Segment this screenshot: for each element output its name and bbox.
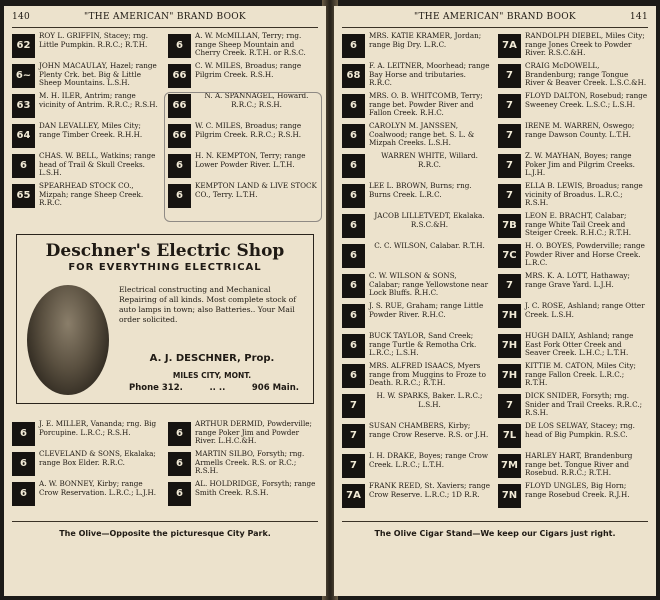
brand-entry (342, 392, 490, 422)
brand-mark: 7 (342, 424, 365, 448)
brand-mark: 6 (342, 94, 365, 118)
brand-entry (498, 482, 648, 512)
entry-text: MRS. KATIE KRAMER, Jordan; range Big Dry. L.R.C. (369, 32, 482, 49)
entry-text: A. W. McMILLAN, Terry; rng. range Sheep Mountain and Cherry Creek. R.T.H. or R.S.C. (195, 32, 306, 58)
brand-entry (342, 302, 490, 332)
brand-entry (342, 122, 490, 152)
brand-entry (498, 182, 648, 212)
brand-mark: 6~ (12, 64, 35, 88)
brand-entry (498, 332, 648, 362)
entry-text: JACOB LILLETVEDT, Ekalaka. R.S.C.&H. (374, 212, 485, 229)
brand-entry (342, 452, 490, 482)
ad-title: Deschner's Electric Shop (45, 241, 285, 261)
entry-text: JOHN MACAULAY, Hazel; range Plenty Crk. bet. Big & Little Sheep Mountains. L.S.H. (39, 62, 157, 88)
brand-mark: 7H (498, 334, 521, 358)
brand-entry (498, 422, 648, 452)
entry-text: J. C. ROSE, Ashland; range Otter Creek. L.S.H. (525, 302, 645, 319)
brand-mark: 6 (342, 244, 365, 268)
brand-entry (342, 272, 490, 302)
entry-text: LEE L. BROWN, Burns; rng. Burns Creek. L.R.C. (369, 182, 472, 199)
right-col2 (498, 32, 648, 512)
entry-text: MARTIN SILBO, Forsyth; rng. Armells Creek. R.S. or R.C.; R.S.H. (195, 450, 305, 476)
left-page-number: 140 (12, 12, 31, 22)
entry-text: SPEARHEAD STOCK CO., Mizpah; range Sheep Creek. R.R.C. (39, 182, 144, 208)
ad-proprietor: A. J. DESCHNER, Prop. (149, 353, 275, 364)
brand-entry (12, 62, 160, 92)
entry-text: I. H. DRAKE, Boyes; range Crow Creek. L.R.C.; L.T.H. (369, 452, 489, 469)
brand-mark: 7 (498, 64, 521, 88)
brand-entry (342, 62, 490, 92)
brand-entry (498, 152, 648, 182)
entry-text: BUCK TAYLOR, Sand Creek; range Turtle & Remotha Crk. L.R.C.; L.S.H. (369, 332, 477, 358)
entry-text: CLEVELAND & SONS, Ekalaka; range Box Elder. R.R.C. (39, 450, 156, 467)
brand-mark: 6 (342, 34, 365, 58)
brand-mark: 7 (498, 124, 521, 148)
entry-text: DAN LEVALLEY, Miles City; range Timber Creek. R.H.H. (39, 122, 143, 139)
entry-text: DICK SNIDER, Forsyth; rng. Snider and Trail Creeks. R.R.C.; R.S.H. (525, 392, 643, 418)
brand-entry (498, 302, 648, 332)
brand-entry (498, 32, 648, 62)
deschner-advertisement (16, 234, 314, 404)
brand-mark: 6 (12, 154, 35, 178)
brand-mark: 64 (12, 124, 35, 148)
brand-mark: 6 (168, 34, 191, 58)
brand-entry (12, 122, 160, 152)
brand-mark: 7M (498, 454, 521, 478)
right-head-rule (342, 27, 648, 28)
brand-mark: 6 (12, 452, 35, 476)
brand-mark: 6 (168, 422, 191, 446)
brand-mark: 68 (342, 64, 365, 88)
brand-mark: 7 (498, 154, 521, 178)
brand-mark: 6 (342, 364, 365, 388)
entry-text: KEMPTON LAND & LIVE STOCK CO., Terry. L.T.H. (195, 182, 317, 199)
brand-mark: 6 (12, 482, 35, 506)
brand-mark: 6 (342, 304, 365, 328)
entry-text: DE LOS SELWAY, Stacey; rng. head of Big Pumpkin. R.S.C. (525, 422, 635, 439)
brand-mark: 7H (498, 364, 521, 388)
brand-entry (498, 242, 648, 272)
brand-entry (342, 482, 490, 512)
brand-entry (168, 480, 318, 510)
brand-mark: 6 (342, 124, 365, 148)
entry-text: ARTHUR DERMID, Powderville; range Poker Jim and Powder River. L.H.C.&H. (195, 420, 312, 446)
brand-mark: 6 (342, 274, 365, 298)
left-page (4, 6, 326, 596)
entry-text: FRANK REED, St. Xaviers; range Crow Reserve. L.R.C.; 1D R.R. (369, 482, 490, 499)
entry-text: Z. W. MAYHAN, Boyes; range Poker Jim and Pilgrim Creeks. L.J.H. (525, 152, 635, 178)
brand-mark: 7C (498, 244, 521, 268)
right-page (334, 6, 656, 596)
ad-subtitle: FOR EVERYTHING ELECTRICAL (68, 262, 262, 273)
brand-entry (498, 272, 648, 302)
brand-mark: 6 (168, 154, 191, 178)
entry-text: CHAS. W. BELL, Watkins; range head of Trail & Skull Creeks. L.S.H. (39, 152, 156, 178)
brand-mark: 6 (168, 482, 191, 506)
entry-text: C. W. WILSON & SONS, Calabar; range Yellowstone near Lock Bluffs. R.H.C. (369, 272, 489, 298)
brand-entry (498, 452, 648, 482)
brand-mark: 7H (498, 304, 521, 328)
brand-mark: 7L (498, 424, 521, 448)
brand-mark: 6 (12, 422, 35, 446)
entry-text: WARREN WHITE, Willard. R.R.C. (381, 152, 478, 169)
brand-entry (12, 450, 160, 480)
entry-text: MRS. K. A. LOTT, Hathaway; range Grave Yard. L.J.H. (525, 272, 630, 289)
entry-text: W. C. MILES, Broadus; range Pilgrim Creek. R.R.C.; R.S.H. (195, 122, 302, 139)
entry-text: FLOYD DALTON, Rosebud; range Sweeney Creek. L.S.C.; L.S.H. (525, 92, 648, 109)
brand-entry (12, 420, 160, 450)
brand-mark: 7 (498, 94, 521, 118)
brand-mark: 6 (342, 334, 365, 358)
brand-mark: 6 (342, 214, 365, 238)
left-foot-rule (12, 521, 318, 522)
brand-entry (168, 420, 318, 450)
left-head-rule (12, 27, 318, 28)
brand-mark: 66 (168, 124, 191, 148)
entry-text: SUSAN CHAMBERS, Kirby; range Crow Reserve. R.S. or J.H. (369, 422, 489, 439)
entry-text: AL. HOLDRIDGE, Forsyth; range Smith Creek. R.S.H. (195, 480, 316, 497)
brand-entry (498, 362, 648, 392)
brand-entry (498, 212, 648, 242)
brand-entry (12, 480, 160, 510)
entry-text: ROY L. GRIFFIN, Stacey; rng. Little Pumpkin. R.R.C.; R.T.H. (39, 32, 148, 49)
brand-mark: 66 (168, 64, 191, 88)
right-page-number: 141 (629, 12, 648, 22)
brand-mark: 7 (498, 394, 521, 418)
ad-phone: Phone 312. (129, 383, 183, 393)
entry-text: F. A. LEITNER, Moorhead; range Bay Horse and tributaries. R.R.C. (369, 62, 490, 88)
entry-text: H. O. BOYES, Powderville; range Powder River and Horse Creek. L.R.C. (525, 242, 645, 268)
brand-mark: 7N (498, 484, 521, 508)
entry-text: N. A. SPANNAGEL, Howard. R.R.C.; R.S.H. (204, 92, 309, 109)
brand-entry (342, 182, 490, 212)
right-footer: The Olive Cigar Stand—We keep our Cigars just right. (374, 529, 616, 538)
brand-entry (12, 182, 160, 212)
brand-entry (12, 152, 160, 182)
entry-text: H. W. SPARKS, Baker. L.R.C.; L.S.H. (376, 392, 483, 409)
entry-text: C. W. MILES, Broadus; range Pilgrim Creek. R.S.H. (195, 62, 302, 79)
brand-entry (498, 392, 648, 422)
entry-text: FLOYD UNGLES, Big Horn; range Rosebud Creek. R.J.H. (525, 482, 630, 499)
brand-mark: 7 (342, 454, 365, 478)
brand-mark: 6 (342, 154, 365, 178)
ad-dots: .. .. (209, 383, 226, 393)
entry-text: KITTIE M. CATON, Miles City; range Fallon Creek. L.R.C.; R.T.H. (525, 362, 636, 388)
right-running-title: "THE AMERICAN" BRAND BOOK (414, 12, 576, 22)
proprietor-portrait (27, 285, 109, 395)
entry-text: LEON E. BRACHT, Calabar; range White Tail Creek and Steiger Creek. R.H.C.; R.T.H. (525, 212, 632, 238)
brand-entry (168, 62, 318, 92)
brand-entry (12, 32, 160, 62)
left-running-head (12, 12, 318, 26)
left-col4 (168, 420, 318, 510)
brand-mark: 7B (498, 214, 521, 238)
entry-text: H. N. KEMPTON, Terry; range Lower Powder River. L.T.H. (195, 152, 306, 169)
brand-entry (342, 152, 490, 182)
brand-entry (342, 92, 490, 122)
entry-text: MRS. ALFRED ISAACS, Myers range from Muggins to Froze to Death. R.R.C.; R.T.H. (369, 362, 486, 388)
entry-text: J. S. RUE, Graham; range Little Powder River. R.H.C. (369, 302, 484, 319)
brand-entry (498, 92, 648, 122)
brand-entry (342, 212, 490, 242)
brand-entry (168, 32, 318, 62)
brand-mark: 7 (342, 394, 365, 418)
brand-mark: 7 (498, 184, 521, 208)
left-running-title: "THE AMERICAN" BRAND BOOK (84, 12, 246, 22)
entry-text: MRS. O. B. WHITCOMB, Terry; range bet. Powder River and Fallon Creek. R.H.C. (369, 92, 483, 118)
brand-entry (12, 92, 160, 122)
entry-text: HARLEY HART, Brandenburg range bet. Tongue River and Rosebud. R.R.C.; R.T.H. (525, 452, 633, 478)
brand-entry (168, 450, 318, 480)
entry-text: CAROLYN M. JANSSEN, Coalwood; range bet. S. L. & Mizpah Creeks. L.S.H. (369, 122, 475, 148)
ad-contact (129, 383, 299, 393)
brand-mark: 62 (12, 34, 35, 58)
left-col1 (12, 32, 160, 212)
entry-text: A. W. BONNEY, Kirby; range Crow Reservation. L.R.C.; L.J.H. (39, 480, 157, 497)
brand-mark: 7 (498, 274, 521, 298)
left-col3 (12, 420, 160, 510)
pencil-annotation (164, 92, 322, 222)
entry-text: RANDOLPH DIEBEL, Miles City; range Jones Creek to Powder River. R.S.C.&H. (525, 32, 645, 58)
entry-text: ELLA B. LEWIS, Broadus; range vicinity of Broadus. L.R.C.; R.S.H. (525, 182, 643, 208)
brand-mark: 65 (12, 184, 35, 208)
ad-city: MILES CITY, MONT. (172, 371, 252, 380)
entry-text: J. E. MILLER, Vananda; rng. Big Porcupine. L.R.C.; R.S.H. (39, 420, 157, 437)
brand-entry (342, 422, 490, 452)
brand-entry (498, 122, 648, 152)
right-col1 (342, 32, 490, 512)
ad-address: 906 Main. (251, 383, 299, 393)
entry-text: CRAIG McDOWELL, Brandenburg; range Tongue River & Beaver Creek. L.S.C.&H. (525, 62, 647, 88)
left-footer: The Olive—Opposite the picturesque City Park. (59, 529, 271, 538)
brand-mark: 6 (168, 452, 191, 476)
brand-mark: 6 (342, 184, 365, 208)
ad-body: Electrical constructing and Mechanical Repairing of all kinds. Most complete stock of auto lamps in town; also Batteries.. Your Mail order solicited. (119, 285, 297, 324)
brand-mark: 7A (498, 34, 521, 58)
entry-text: HUGH DAILY, Ashland; range East Fork Otter Creek and Seaver Creek. L.H.C.; L.T.H. (525, 332, 634, 358)
brand-mark: 6 (168, 184, 191, 208)
right-foot-rule (342, 521, 648, 522)
brand-entry (342, 362, 490, 392)
right-running-head (342, 12, 648, 26)
brand-mark: 66 (168, 94, 191, 118)
brand-mark: 63 (12, 94, 35, 118)
brand-entry (342, 32, 490, 62)
entry-text: M. H. ILER, Antrim; range vicinity of Antrim. R.R.C.; R.S.H. (39, 92, 158, 109)
brand-mark: 7A (342, 484, 365, 508)
brand-entry (498, 62, 648, 92)
brand-entry (342, 242, 490, 272)
brand-entry (342, 332, 490, 362)
entry-text: IRENE M. WARREN, Oswego; range Dawson County. L.T.H. (525, 122, 635, 139)
entry-text: C. C. WILSON, Calabar. R.T.H. (374, 242, 485, 250)
